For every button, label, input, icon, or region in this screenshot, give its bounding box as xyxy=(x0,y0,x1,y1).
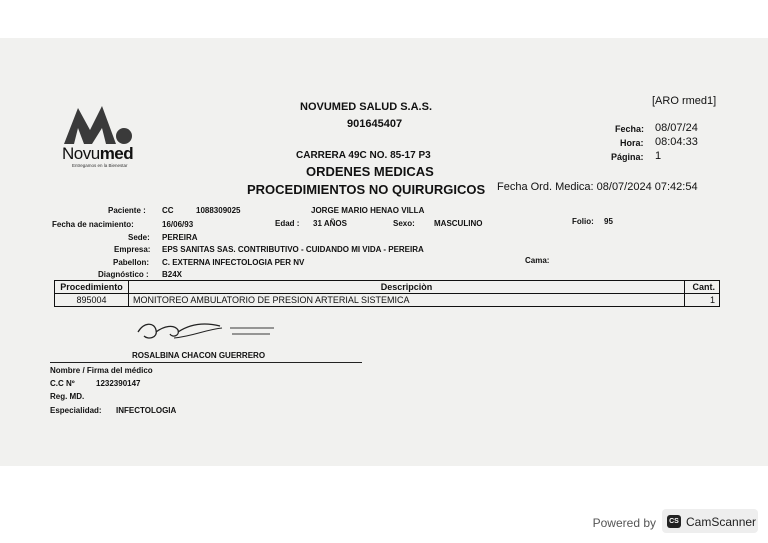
pagina-label: Página: xyxy=(611,152,644,162)
cama-label: Cama: xyxy=(525,256,550,265)
company-nit: 901645407 xyxy=(347,118,403,130)
empresa-value: EPS SANITAS SAS. CONTRIBUTIVO - CUIDANDO MI VIDA - PEREIRA xyxy=(162,245,424,254)
procedures-table xyxy=(54,280,720,307)
sexo-value: MASCULINO xyxy=(434,219,483,228)
reg-label: Reg. MD. xyxy=(50,392,85,401)
folio-value: 95 xyxy=(604,217,613,226)
procedure-quantity: 1 xyxy=(709,295,715,305)
diagnostico-value: B24X xyxy=(162,270,183,279)
novumed-logo-icon xyxy=(62,102,134,146)
camscanner-icon: CS xyxy=(667,515,681,528)
powered-by: Powered by xyxy=(592,516,656,530)
company-address: CARRERA 49C NO. 85-17 P3 xyxy=(296,150,431,161)
paciente-label: Paciente : xyxy=(108,206,146,215)
table-row xyxy=(55,294,719,306)
pabellon-value: C. EXTERNA INFECTOLOGIA PER NV xyxy=(162,258,305,267)
diagnostico-label: Diagnóstico : xyxy=(98,270,149,279)
nacimiento-value: 16/06/93 xyxy=(162,220,194,229)
procedure-description: MONITOREO AMBULATORIO DE PRESION ARTERIAL SISTEMICA xyxy=(129,294,685,306)
nacimiento-label: Fecha de nacimiento: xyxy=(52,220,134,229)
edad-label: Edad : xyxy=(275,219,300,228)
especialidad-value: INFECTOLOGIA xyxy=(116,406,177,415)
edad-value: 31 AÑOS xyxy=(313,219,347,228)
company-name: NOVUMED SALUD S.A.S. xyxy=(300,101,433,113)
col-descripcion: Descripciòn xyxy=(129,281,685,293)
pagina-value: 1 xyxy=(655,150,662,162)
col-cantidad: Cant. xyxy=(692,282,715,292)
col-procedimiento: Procedimiento xyxy=(55,281,129,293)
doc-number: 1088309025 xyxy=(196,206,241,215)
order-date: Fecha Ord. Medica: 08/07/2024 07:42:54 xyxy=(497,181,698,193)
cc-value: 1232390147 xyxy=(96,379,141,388)
sede-label: Sede: xyxy=(128,233,150,242)
table-header-row xyxy=(55,281,719,294)
hora-label: Hora: xyxy=(620,138,644,148)
pabellon-label: Pabellon: xyxy=(113,258,150,267)
doc-subtitle: PROCEDIMIENTOS NO QUIRURGICOS xyxy=(247,182,486,197)
sexo-label: Sexo: xyxy=(393,219,415,228)
doc-title: ORDENES MEDICAS xyxy=(306,164,434,179)
empresa-label: Empresa: xyxy=(114,245,151,254)
form-code: [ARO rmed1] xyxy=(652,95,717,107)
logo-tagline: Entregamos en la Bienestar xyxy=(72,163,128,168)
doc-type: CC xyxy=(162,206,174,215)
firma-label: Nombre / Firma del médico xyxy=(50,366,153,375)
fecha-value: 08/07/24 xyxy=(655,122,698,134)
patient-name: JORGE MARIO HENAO VILLA xyxy=(311,206,425,215)
hora-value: 08:04:33 xyxy=(655,136,698,148)
fecha-label: Fecha: xyxy=(615,124,645,134)
especialidad-label: Especialidad: xyxy=(50,406,102,415)
doctor-signature-icon xyxy=(134,318,284,346)
folio-label: Folio: xyxy=(572,217,594,226)
camscanner-label: CamScanner xyxy=(686,515,757,529)
signature-line xyxy=(50,362,362,363)
sede-value: PEREIRA xyxy=(162,233,198,242)
procedure-code: 895004 xyxy=(55,294,129,306)
doctor-name: ROSALBINA CHACON GUERRERO xyxy=(132,351,266,360)
logo-wordmark: Novumed xyxy=(62,144,134,163)
cc-label: C.C Nº xyxy=(50,379,75,388)
